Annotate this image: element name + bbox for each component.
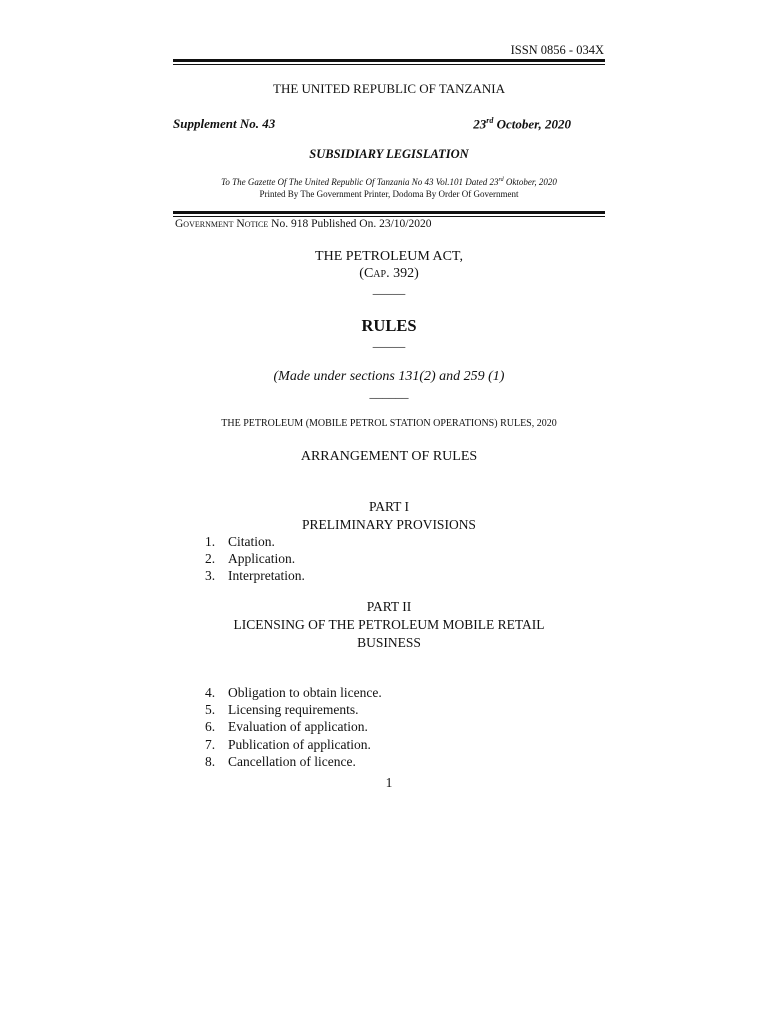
item-number: 3.: [205, 568, 216, 584]
cap-open: (: [359, 266, 364, 281]
subsidiary-legislation-heading: SUBSIDIARY LEGISLATION: [309, 147, 469, 161]
list-item: [205, 533, 305, 550]
item-number: 8.: [205, 753, 216, 769]
notice-label: Government Notice: [175, 218, 269, 230]
notice-text: No. 918 Published On. 23/10/2020: [268, 218, 432, 230]
part-1-rules-list: [205, 533, 305, 585]
divider-dash-3: ______: [369, 385, 409, 400]
part-1-label: PART I: [368, 499, 410, 514]
supplement-number: Supplement No. 43: [173, 116, 276, 131]
item-text: Citation.: [228, 534, 275, 549]
part-2-label: PART II: [366, 599, 412, 614]
list-item: [205, 550, 305, 567]
gazette-suffix: rd: [498, 177, 504, 183]
list-item: [205, 701, 382, 718]
notice-rule-thick: [173, 211, 605, 214]
gazette-rest: Oktober, 2020: [503, 177, 557, 187]
act-title: THE PETROLEUM ACT,: [315, 249, 463, 264]
arrangement-heading: ARRANGEMENT OF RULES: [300, 449, 478, 464]
issn-number: ISSN 0856 - 034X: [510, 43, 604, 57]
cap-label: Cap: [363, 266, 387, 281]
part-2-heading-line-2: BUSINESS: [357, 635, 421, 650]
item-number: 4.: [205, 685, 216, 700]
republic-title: THE UNITED REPUBLIC OF TANZANIA: [273, 81, 505, 96]
made-under-sections: (Made under sections 131(2) and 259 (1): [273, 369, 505, 384]
item-number: 7.: [205, 736, 216, 752]
part-1-heading: PRELIMINARY PROVISIONS: [302, 517, 476, 532]
item-text: Interpretation.: [228, 568, 305, 584]
list-item: [205, 736, 382, 753]
item-text: Evaluation of application.: [228, 719, 368, 735]
date-suffix: rd: [486, 116, 494, 125]
notice-rule-thin: [173, 216, 605, 217]
list-item: [205, 567, 305, 584]
gazette-prefix: To The Gazette Of The United Republic Of Tanzania No 43 Vol.101 Dated 23: [221, 177, 499, 187]
part-2-rules-list: [205, 684, 382, 770]
header-rule-thin: [173, 64, 605, 65]
date-rest: October, 2020: [493, 116, 571, 132]
item-text: Obligation to obtain licence.: [228, 685, 382, 700]
government-notice-line: [175, 218, 432, 230]
item-number: 2.: [205, 551, 216, 567]
part-2-heading-line-1: LICENSING OF THE PETROLEUM MOBILE RETAIL: [233, 617, 545, 632]
list-item: [205, 753, 382, 770]
divider-dash-1: _____: [372, 281, 406, 296]
item-text: Cancellation of licence.: [228, 753, 356, 769]
list-item: [205, 684, 382, 701]
cap-rest: . 392): [386, 266, 419, 281]
date-day: 23: [473, 116, 487, 132]
item-text: Publication of application.: [228, 736, 371, 752]
gazette-reference: [170, 177, 608, 187]
publication-date: [440, 116, 571, 132]
list-item: [205, 718, 382, 735]
divider-dash-2: _____: [372, 334, 406, 349]
item-number: 5.: [205, 702, 216, 718]
item-number: 1.: [205, 534, 216, 549]
rules-full-name: THE PETROLEUM (MOBILE PETROL STATION OPERATIONS) RULES, 2020: [221, 418, 557, 429]
header-rule-thick: [173, 59, 605, 62]
item-text: Application.: [228, 551, 296, 567]
page-number: 1: [385, 775, 393, 790]
act-chapter: [170, 266, 608, 282]
printed-by-line: Printed By The Government Printer, Dodoma By Order Of Government: [259, 189, 519, 199]
item-number: 6.: [205, 719, 216, 735]
item-text: Licensing requirements.: [228, 702, 359, 718]
rules-heading: RULES: [361, 316, 417, 335]
